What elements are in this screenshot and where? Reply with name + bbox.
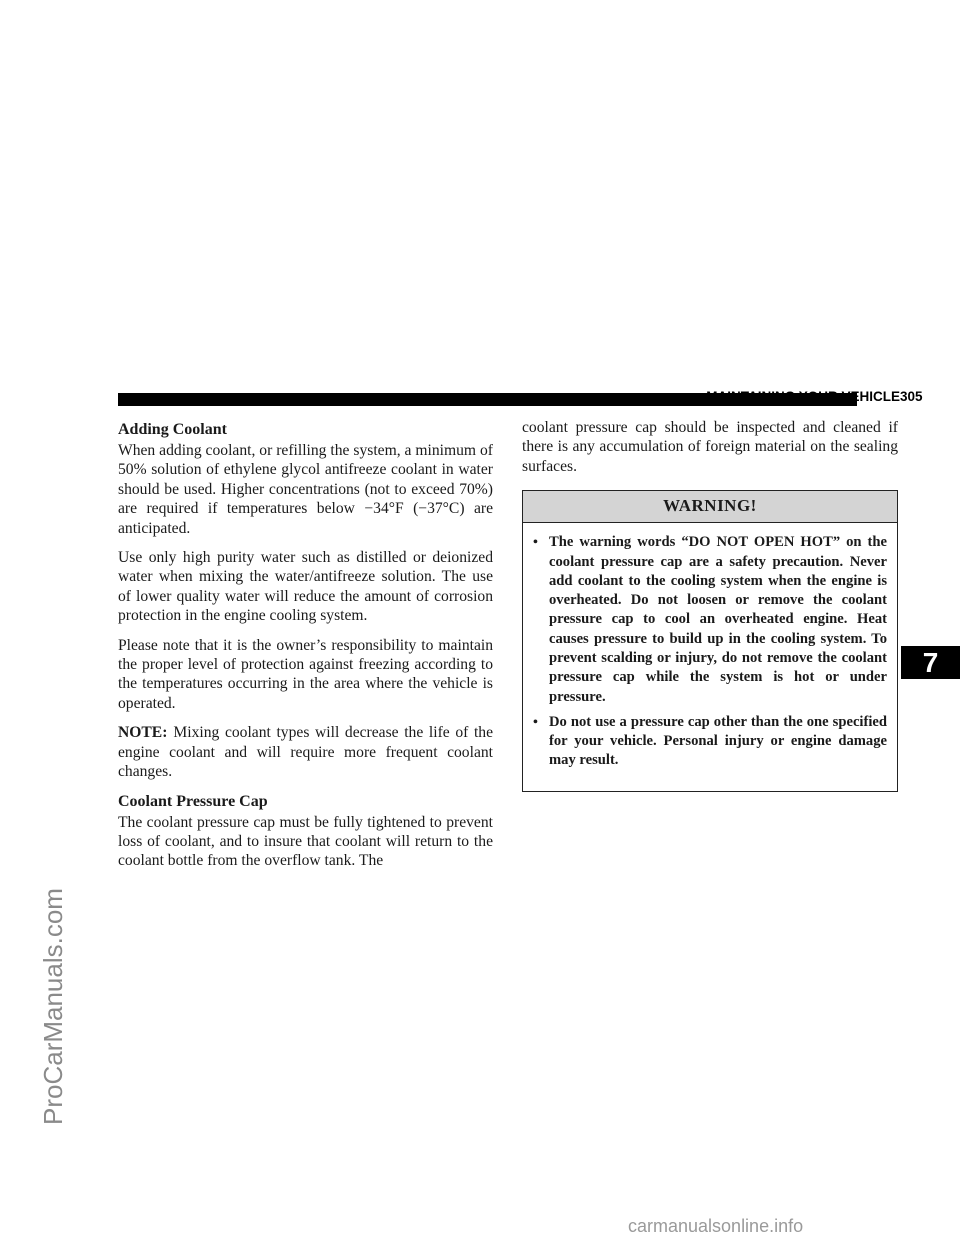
pressure-cap-heading: Coolant Pressure Cap	[118, 792, 268, 810]
chapter-tab: 7	[901, 646, 960, 679]
bullet-icon: •	[533, 714, 538, 730]
paragraph-water-quality: Use only high purity water such as distilled or deionized water when mixing the water/antifreeze solution. The use of lower quality water will reduce the amount of corrosion protection in the engine cooling system.	[118, 549, 493, 625]
paragraph-owner-responsibility: Please note that it is the owner’s responsibility to maintain the proper level of protection against freezing according to the temperatures occurring in the area where the vehicle is operated.	[118, 636, 493, 712]
note-label: NOTE:	[118, 724, 168, 742]
adding-coolant-heading: Adding Coolant	[118, 421, 227, 438]
left-column	[118, 418, 493, 881]
page-number: 305	[900, 389, 923, 404]
side-watermark: ProCarManuals.com	[38, 888, 68, 1125]
warning-item	[533, 533, 887, 707]
paragraph-cap-inspection: coolant pressure cap should be inspected and cleaned if there is any accumulation of foreign material on the sealing surfaces.	[522, 419, 898, 475]
note-paragraph	[118, 723, 493, 781]
paragraph-coolant-mix: When adding coolant, or refilling the system, a minimum of 50% solution of ethylene glycol antifreeze coolant in water should be used. Higher concentrations (not to exceed 70%) are required if temperatures below −34°F (−37°C) are anticipated.	[118, 442, 493, 537]
bullet-icon: •	[533, 535, 538, 551]
right-column	[522, 418, 898, 792]
paragraph-pressure-cap: The coolant pressure cap must be fully tightened to prevent loss of coolant, and to insure that coolant will return to the coolant bottle from the overflow tank. The	[118, 813, 493, 870]
warning-item-text: Do not use a pressure cap other than the one specified for your vehicle. Personal injury or engine damage may result.	[549, 713, 887, 769]
section-title: MAINTAINING YOUR VEHICLE	[706, 389, 900, 404]
warning-box	[522, 490, 898, 792]
warning-item	[533, 713, 887, 771]
note-text: Mixing coolant types will decrease the life of the engine coolant and will require more frequent coolant changes.	[118, 724, 493, 781]
footer-watermark: carmanualsonline.info	[628, 1216, 804, 1236]
warning-list	[523, 523, 897, 791]
warning-title: WARNING!	[523, 491, 897, 523]
warning-item-text: The warning words “DO NOT OPEN HOT” on the coolant pressure cap are a safety precaution. Never add coolant to the cooling system when the engine is overheated. Do not loosen or remove the coolant pressure cap to cool an overheated engine. Heat causes pressure to build up in the cooling system. To prevent scalding or injury, do not remove the coolant pressure cap while the system is hot or under pressure.	[549, 534, 887, 705]
